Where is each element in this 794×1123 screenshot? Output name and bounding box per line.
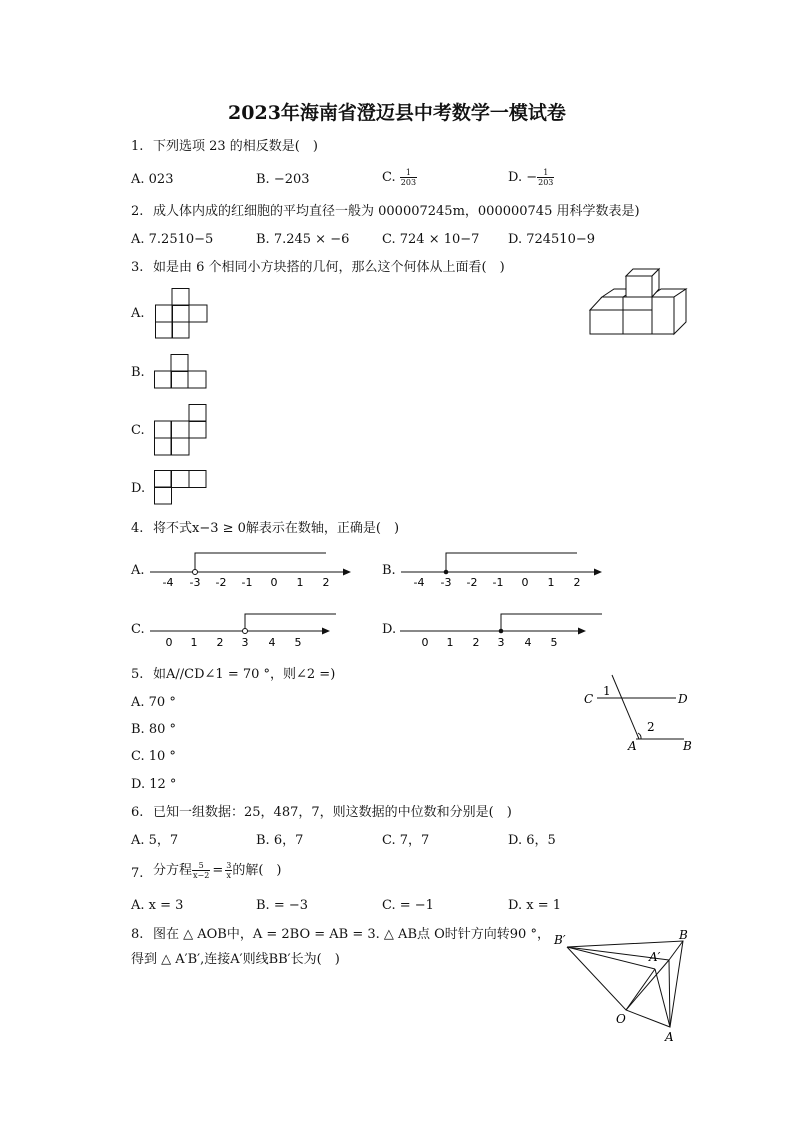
q3-option-b-label: B.: [131, 365, 145, 380]
q3-cube-stack-figure: [588, 266, 692, 338]
q4-option-b-label: B.: [382, 563, 396, 578]
point-label-a: A: [628, 739, 637, 753]
tick-labels: [422, 636, 558, 649]
q1-option-d: D. − $\frac{1}{203}$: [508, 168, 554, 187]
q4-option-d-number-line: [400, 609, 605, 653]
q3-option-b-top-view: [154, 354, 208, 389]
point-label-b-prime: B′: [554, 933, 566, 947]
q3-number: 3.: [131, 260, 144, 275]
tick-label: 1: [190, 636, 198, 649]
q6-option-d: D. 6，5: [508, 833, 556, 848]
q7-option-d: D. x = 1: [508, 898, 561, 913]
q3-option-c-label: C.: [131, 423, 145, 438]
q4-stem: 将不式x−3 ≥ 0解表示在数轴，正确是( ): [153, 521, 400, 536]
q2-number: 2.: [131, 204, 144, 219]
q6-number: 6.: [131, 805, 144, 820]
q6-option-b: B. 6，7: [256, 833, 304, 848]
tick-label: 4: [268, 636, 276, 649]
q5-number: 5.: [131, 667, 144, 682]
tick-labels: [414, 576, 581, 589]
angle-label-1: 1: [603, 684, 611, 698]
q4-option-c-number-line: [150, 609, 340, 653]
page-title: 2023年海南省澄迈县中考数学一模试卷: [228, 102, 566, 124]
fraction: $\frac{1}{203}$: [400, 168, 417, 187]
tick-label: -2: [466, 576, 478, 589]
q1-number: 1.: [131, 139, 144, 154]
point-label-a-prime: A′: [649, 950, 661, 964]
tick-label: 5: [294, 636, 302, 649]
point-label-c: C: [584, 692, 594, 706]
q8-stem-line1: 图在 △ AOB中，A = 2BO = AB = 3. △ AB点 O时针方向转90 °，: [153, 927, 550, 942]
q8-rotation-figure: [552, 928, 702, 1044]
tick-label: -3: [440, 576, 452, 589]
q5-option-b: B. 80 °: [131, 722, 176, 737]
angle-label-2: 2: [647, 720, 655, 734]
tick-label: -4: [162, 576, 174, 589]
q2-option-a: A. 7.2510−5: [131, 232, 214, 247]
q5-parallel-lines-figure: [580, 672, 700, 758]
q1-option-b: B. −203: [256, 172, 310, 187]
point-label-o: O: [616, 1012, 626, 1026]
tick-label: -4: [413, 576, 425, 589]
q3-option-d-top-view: [154, 470, 208, 505]
q3-option-d-label: D.: [131, 481, 146, 496]
tick-labels: [163, 576, 330, 589]
q4-option-a-number-line: [150, 548, 355, 592]
tick-label: 4: [524, 636, 532, 649]
q6-option-a: A. 5，7: [131, 833, 179, 848]
q4-option-a-label: A.: [131, 563, 145, 578]
tick-label: 1: [446, 636, 454, 649]
tick-label: 2: [472, 636, 480, 649]
tick-label: -1: [241, 576, 253, 589]
q4-option-b-number-line: [401, 548, 606, 592]
q3-option-a-top-view: [155, 288, 209, 339]
q8-number: 8.: [131, 927, 144, 942]
q4-number: 4.: [131, 521, 144, 536]
tick-label: 0: [521, 576, 529, 589]
q3-stem: 如是由 6 个相同小方块搭的几何，那么这个何体从上面看( ): [153, 260, 505, 275]
fraction: $\frac{5}{x-2}$: [193, 861, 210, 880]
q5-option-c: C. 10 °: [131, 749, 176, 764]
tick-label: 3: [241, 636, 249, 649]
q6-stem: 已知一组数据：25，487，7，则这数据的中位数和分别是( ): [153, 805, 512, 820]
tick-label: -2: [215, 576, 227, 589]
q7-option-a: A. x = 3: [131, 898, 184, 913]
tick-label: 0: [270, 576, 278, 589]
q4-option-c-label: C.: [131, 622, 145, 637]
q4-option-d-label: D.: [382, 622, 397, 637]
fraction: $\frac{1}{203}$: [538, 168, 554, 187]
point-label-b: B: [683, 739, 692, 753]
q2-option-c: C. 724 × 10−7: [382, 232, 480, 247]
tick-label: 1: [296, 576, 304, 589]
q7-option-c: C. = −1: [382, 898, 434, 913]
tick-label: 2: [573, 576, 581, 589]
tick-label: 0: [165, 636, 173, 649]
point-label-d: D: [678, 692, 688, 706]
q3-option-c-top-view: [154, 404, 208, 456]
tick-label: -1: [492, 576, 504, 589]
q1-option-a: A. 023: [131, 172, 174, 187]
q7-option-b: B. = −3: [256, 898, 309, 913]
q6-option-c: C. 7，7: [382, 833, 430, 848]
point-label-a: A: [665, 1030, 674, 1044]
q2-option-d: D. 724510−9: [508, 232, 596, 247]
tick-label: -3: [189, 576, 201, 589]
fraction: $\frac{3}{x}$: [226, 861, 232, 880]
tick-label: 2: [216, 636, 224, 649]
q7-number: 7.: [131, 866, 144, 881]
tick-label: 0: [421, 636, 429, 649]
q2-stem: 成人体内成的红细胞的平均直径一般为 000007245m，000000745 用科学数表是): [153, 204, 640, 219]
tick-labels: [166, 636, 302, 649]
q5-option-d: D. 12 °: [131, 777, 177, 792]
q8-stem-line2: 得到 △ A′B′,连接A′则线BB′长为( ): [131, 952, 340, 967]
q7-stem: 分方程 $\frac{5}{x-2}$ = $\frac{3}{x}$ 的解( ): [153, 861, 282, 880]
q1-option-c: C. $\frac{1}{203}$: [382, 168, 417, 187]
tick-label: 2: [322, 576, 330, 589]
q5-stem: 如A//CD∠1 = 70 °，则∠2 =): [153, 667, 336, 682]
q5-option-a: A. 70 °: [131, 695, 176, 710]
tick-label: 5: [550, 636, 558, 649]
tick-label: 3: [497, 636, 505, 649]
q2-option-b: B. 7.245 × −6: [256, 232, 350, 247]
q3-option-a-label: A.: [131, 306, 145, 321]
tick-label: 1: [547, 576, 555, 589]
q1-stem: 下列选项 23 的相反数是( ): [153, 139, 318, 154]
point-label-b: B: [679, 928, 688, 942]
